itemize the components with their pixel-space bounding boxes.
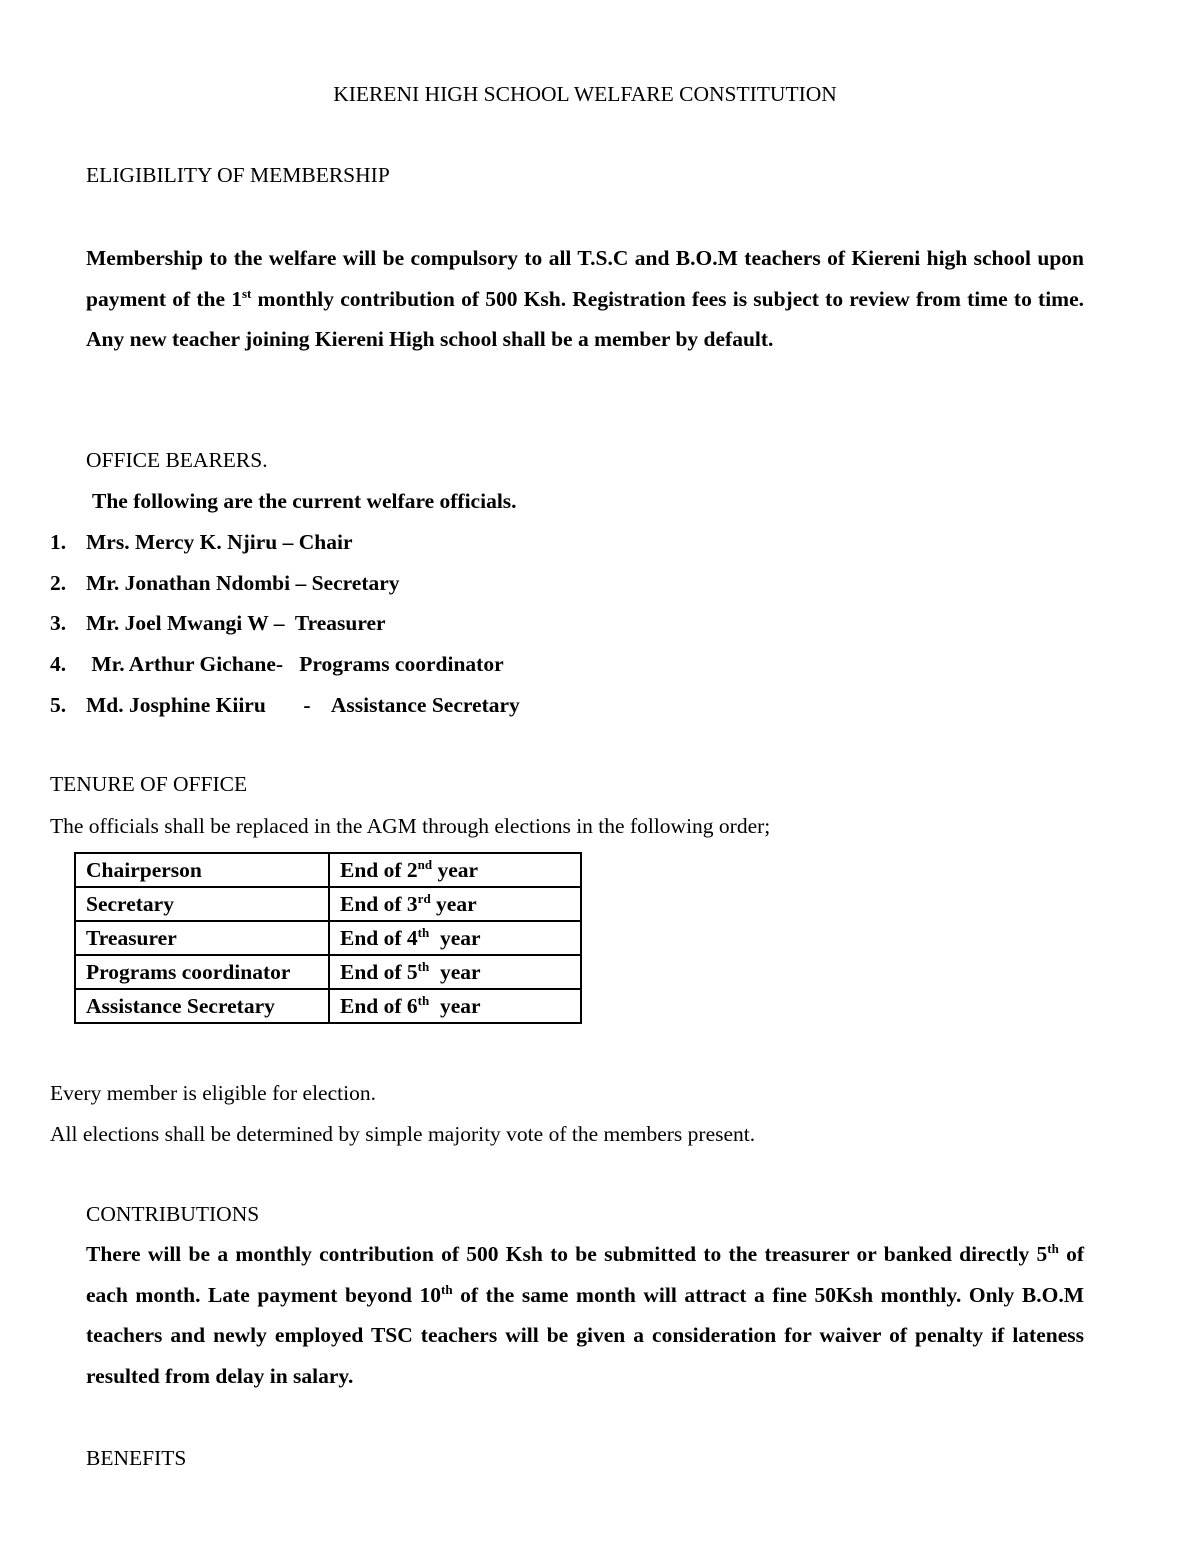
list-item-text: Mrs. Mercy K. Njiru – Chair bbox=[86, 530, 353, 554]
contributions-sup-2: th bbox=[441, 1281, 453, 1297]
term-post: year bbox=[432, 857, 479, 882]
term-pre: End of 4 bbox=[340, 925, 418, 950]
list-item-number: 3. bbox=[50, 611, 67, 635]
list-item bbox=[50, 611, 386, 636]
eligibility-sup: st bbox=[241, 285, 252, 301]
term-post: year bbox=[429, 959, 481, 984]
list-item-text: Mr. Jonathan Ndombi – Secretary bbox=[86, 571, 400, 595]
term-cell bbox=[329, 955, 581, 989]
term-pre: End of 6 bbox=[340, 993, 418, 1018]
table-row bbox=[75, 853, 581, 887]
term-cell bbox=[329, 921, 581, 955]
table-row bbox=[75, 887, 581, 921]
election-note-1: Every member is eligible for election. bbox=[50, 1081, 376, 1105]
list-item-text: Mr. Joel Mwangi W – Treasurer bbox=[86, 611, 386, 635]
contributions-sup-1: th bbox=[1047, 1241, 1059, 1256]
list-item bbox=[50, 652, 504, 677]
eligibility-text-b: monthly contribution of 500 Ksh. Registration fees is subject to review from time to time. Any new teacher joining Kiereni High school shall be a member by default. bbox=[86, 286, 1084, 351]
list-item-number: 5. bbox=[50, 693, 67, 717]
document-title: KIERENI HIGH SCHOOL WELFARE CONSTITUTION bbox=[333, 82, 837, 106]
list-item bbox=[50, 530, 353, 555]
role-cell: Chairperson bbox=[75, 853, 329, 887]
contributions-heading: CONTRIBUTIONS bbox=[86, 1202, 260, 1226]
role-cell: Assistance Secretary bbox=[75, 989, 329, 1023]
term-sup: nd bbox=[417, 856, 433, 872]
benefits-heading: BENEFITS bbox=[86, 1446, 187, 1470]
term-cell bbox=[329, 989, 581, 1023]
term-post: year bbox=[429, 993, 481, 1018]
term-post: year bbox=[429, 925, 481, 950]
election-note-2: All elections shall be determined by simple majority vote of the members present. bbox=[50, 1122, 756, 1146]
term-sup: th bbox=[417, 924, 430, 940]
term-pre: End of 5 bbox=[340, 959, 418, 984]
term-cell bbox=[329, 887, 581, 921]
table-row bbox=[75, 921, 581, 955]
table-row bbox=[75, 989, 581, 1023]
tenure-heading: TENURE OF OFFICE bbox=[50, 772, 248, 796]
list-item bbox=[50, 571, 400, 596]
eligibility-heading: ELIGIBILITY OF MEMBERSHIP bbox=[86, 163, 390, 187]
contributions-text-2: of each month. Late payment beyond 10 bbox=[86, 1242, 1084, 1307]
contributions-text-1: There will be a monthly contribution of 500 Ksh to be submitted to the treasurer or banked directly 5 bbox=[86, 1242, 1048, 1266]
term-post: year bbox=[430, 891, 477, 916]
eligibility-paragraph bbox=[86, 238, 1084, 360]
list-item-number: 2. bbox=[50, 571, 67, 595]
table-row bbox=[75, 955, 581, 989]
term-sup: rd bbox=[417, 890, 431, 906]
term-cell bbox=[329, 853, 581, 887]
eligibility-text-a: Membership to the welfare will be compulsory to all T.S.C and B.O.M teachers of Kiereni high school upon payment of the 1 bbox=[86, 246, 1084, 311]
list-item bbox=[50, 693, 520, 718]
office-bearers-heading: OFFICE BEARERS. bbox=[86, 448, 268, 472]
list-item-number: 4. bbox=[50, 652, 67, 676]
term-sup: th bbox=[417, 992, 430, 1008]
office-bearers-intro: The following are the current welfare officials. bbox=[92, 489, 517, 513]
contributions-text-3: of the same month will attract a fine 50Ksh monthly. Only B.O.M teachers and newly employed TSC teachers will be given a consideration for waiver of penalty if lateness resulted from delay in salary. bbox=[86, 1282, 1084, 1388]
role-cell: Secretary bbox=[75, 887, 329, 921]
list-item-text: Md. Josphine Kiiru - Assistance Secretary bbox=[86, 693, 520, 717]
role-cell: Programs coordinator bbox=[75, 955, 329, 989]
term-sup: th bbox=[417, 958, 430, 974]
list-item-text: Mr. Arthur Gichane- Programs coordinator bbox=[86, 652, 504, 676]
list-item-number: 1. bbox=[50, 530, 67, 554]
term-pre: End of 2 bbox=[340, 857, 418, 882]
tenure-intro: The officials shall be replaced in the AGM through elections in the following order; bbox=[50, 814, 771, 838]
contributions-paragraph bbox=[86, 1234, 1084, 1396]
role-cell: Treasurer bbox=[75, 921, 329, 955]
tenure-table bbox=[74, 852, 582, 1024]
term-pre: End of 3 bbox=[340, 891, 418, 916]
